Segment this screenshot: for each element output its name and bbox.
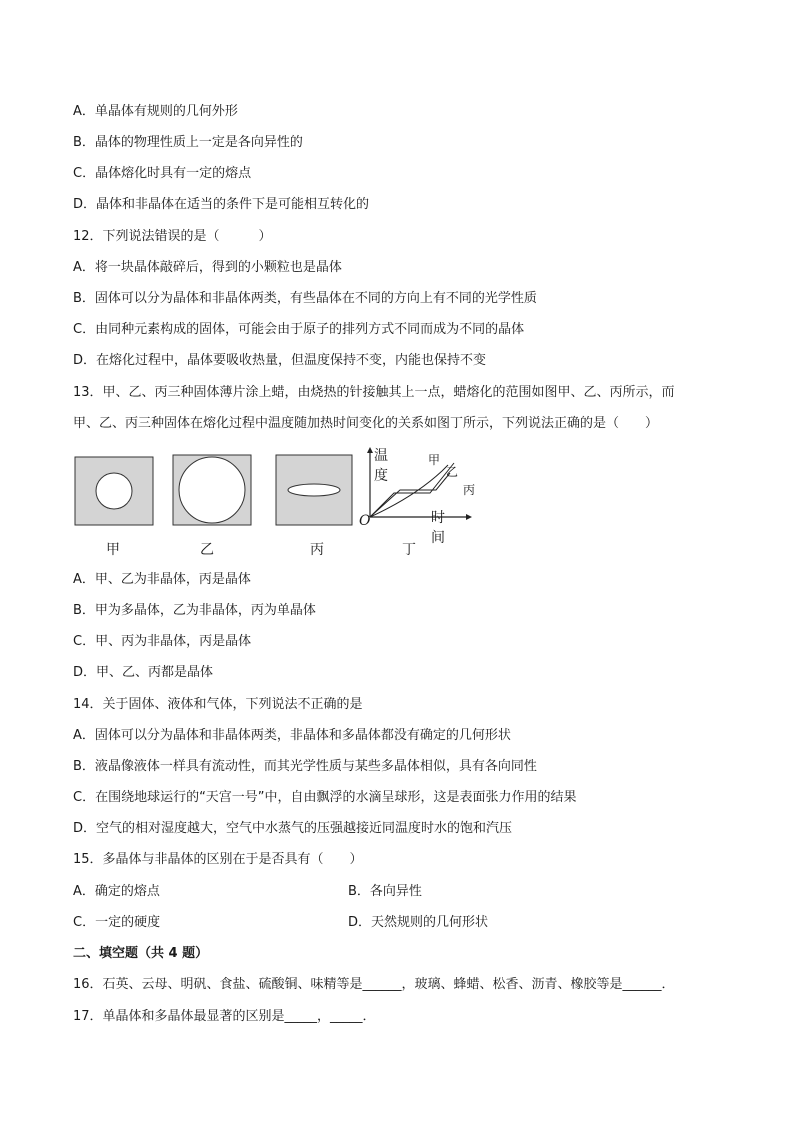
curve-label-bing: 丙 (463, 483, 476, 497)
q15-option-a: A．确定的熔点 (73, 884, 160, 899)
q12-option-b: B．固体可以分为晶体和非晶体两类，有些晶体在不同的方向上有不同的光学性质 (73, 291, 537, 306)
q11-option-d: D．晶体和非晶体在适当的条件下是可能相互转化的 (73, 197, 370, 212)
q12-option-c: C．由同种元素构成的固体，可能会由于原子的排列方式不同而成为不同的晶体 (73, 322, 525, 337)
graph-origin: O (359, 513, 371, 529)
q11-option-c: C．晶体熔化时具有一定的熔点 (73, 166, 252, 181)
q17-text: 17．单晶体和多晶体最显著的区别是_____，_____． (73, 1009, 376, 1024)
q12-option-d: D．在熔化过程中，晶体要吸收热量，但温度保持不变，内能也保持不变 (73, 353, 487, 368)
caption-ding: 丁 (402, 542, 416, 558)
q14-option-d: D．空气的相对湿度越大，空气中水蒸气的压强越接近同温度时水的饱和汽压 (73, 821, 513, 836)
caption-yi: 乙 (200, 542, 214, 558)
q12-stem: 12．下列说法错误的是（ ） (73, 229, 272, 244)
section-heading: 二、填空题（共 4 题） (73, 946, 209, 961)
q14-option-a: A．固体可以分为晶体和非晶体两类，非晶体和多晶体都没有确定的几何形状 (73, 728, 511, 743)
q16-text: 16．石英、云母、明矾、食盐、硫酸铜、味精等是______，玻璃、蜂蜡、松香、沥青、橡胶等是______． (73, 977, 675, 992)
q11-option-b: B．晶体的物理性质上一定是各向异性的 (73, 135, 303, 150)
q13-option-d: D．甲、乙、丙都是晶体 (73, 665, 214, 680)
caption-jia: 甲 (106, 542, 120, 558)
panel-jia-melt-circle (96, 473, 132, 509)
q13-option-a: A．甲、乙为非晶体，丙是晶体 (73, 572, 251, 587)
q13-stem-line1: 13．甲、乙、丙三种固体薄片涂上蜡，由烧热的针接触其上一点，蜡熔化的范围如图甲、乙、丙所示，而 (73, 385, 675, 400)
q14-option-b: B．液晶像液体一样具有流动性，而其光学性质与某些多晶体相似，具有各向同性 (73, 759, 537, 774)
curve-label-jia: 甲 (428, 453, 441, 467)
q13-stem-line2: 甲、乙、丙三种固体在熔化过程中温度随加热时间变化的关系如图丁所示，下列说法正确的是（ ） (73, 416, 659, 431)
panel-bing-melt-ellipse (288, 484, 340, 496)
q11-option-a: A．单晶体有规则的几何外形 (73, 104, 238, 119)
graph-ylabel: 温度 (374, 448, 388, 484)
q15-option-d: D．天然规则的几何形状 (348, 915, 489, 930)
graph-y-arrow (367, 447, 373, 453)
caption-bing: 丙 (310, 542, 324, 558)
graph-x-arrow (466, 514, 472, 520)
q13-option-b: B．甲为多晶体，乙为非晶体，丙为单晶体 (73, 603, 316, 618)
q15-stem: 15．多晶体与非晶体的区别在于是否具有（ ） (73, 852, 363, 867)
q12-option-a: A．将一块晶体敲碎后，得到的小颗粒也是晶体 (73, 260, 342, 275)
q15-option-b: B．各向异性 (348, 884, 422, 899)
q13-option-c: C．甲、丙为非晶体，丙是晶体 (73, 634, 252, 649)
curve-label-yi: 乙 (446, 465, 459, 479)
graph-xlabel: 时间 (431, 510, 445, 546)
panel-yi-melt-circle (179, 457, 245, 523)
q15-option-c: C．一定的硬度 (73, 915, 161, 930)
q14-stem: 14．关于固体、液体和气体，下列说法不正确的是 (73, 697, 363, 712)
q14-option-c: C．在围绕地球运行的“天宫一号”中，自由飘浮的水滴呈球形，这是表面张力作用的结果 (73, 790, 577, 805)
